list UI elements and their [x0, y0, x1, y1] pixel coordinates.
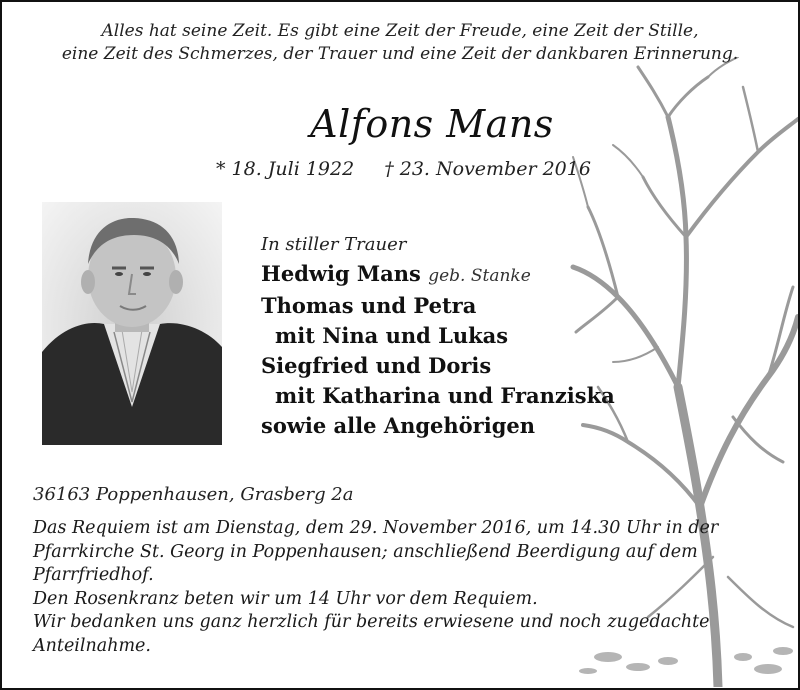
birth-date: * 18. Juli 1922 [216, 158, 355, 180]
service-details [33, 517, 778, 658]
mourner-line: sowie alle Angehörigen [261, 413, 536, 438]
motto-line-2: eine Zeit des Schmerzes, der Trauer und eine Zeit der dankbaren Erinnerung. [61, 44, 739, 64]
thanks-text: Wir bedanken uns ganz herzlich für bereits erwiesene und noch zugedachte Anteilnahme. [33, 612, 710, 656]
motto [2, 20, 798, 66]
rosary-text: Den Rosenkranz beten wir um 14 Uhr vor dem Requiem. [33, 588, 538, 609]
mourner-line [261, 259, 615, 291]
mourners-intro: In stiller Trauer [261, 234, 407, 255]
motto-line-1: Alles hat seine Zeit. Es gibt eine Zeit der Freude, eine Zeit der Stille, [101, 21, 699, 41]
requiem-text: Das Requiem ist am Dienstag, dem 29. November 2016, um 14.30 Uhr in der Pfarrkirche St. Georg in Poppenhausen; anschließend Beerdigung auf dem Pfarrfriedhof. [33, 518, 719, 585]
mourner-line: Siegfried und Doris [261, 353, 492, 378]
address: 36163 Poppenhausen, Grasberg 2a [33, 484, 354, 505]
maiden-name: geb. Stanke [428, 266, 531, 286]
mourner-line: Thomas und Petra [261, 293, 477, 318]
death-date: † 23. November 2016 [384, 158, 591, 180]
mourner-line: mit Katharina und Franziska [275, 383, 615, 408]
deceased-name: Alfons Mans [310, 102, 554, 146]
portrait-photo [42, 202, 222, 445]
mourner-line: mit Nina und Lukas [275, 323, 509, 348]
life-dates [216, 158, 591, 180]
mourner-name: Hedwig Mans [261, 261, 421, 286]
mourners-block [261, 234, 615, 441]
portrait-icon [42, 202, 222, 445]
